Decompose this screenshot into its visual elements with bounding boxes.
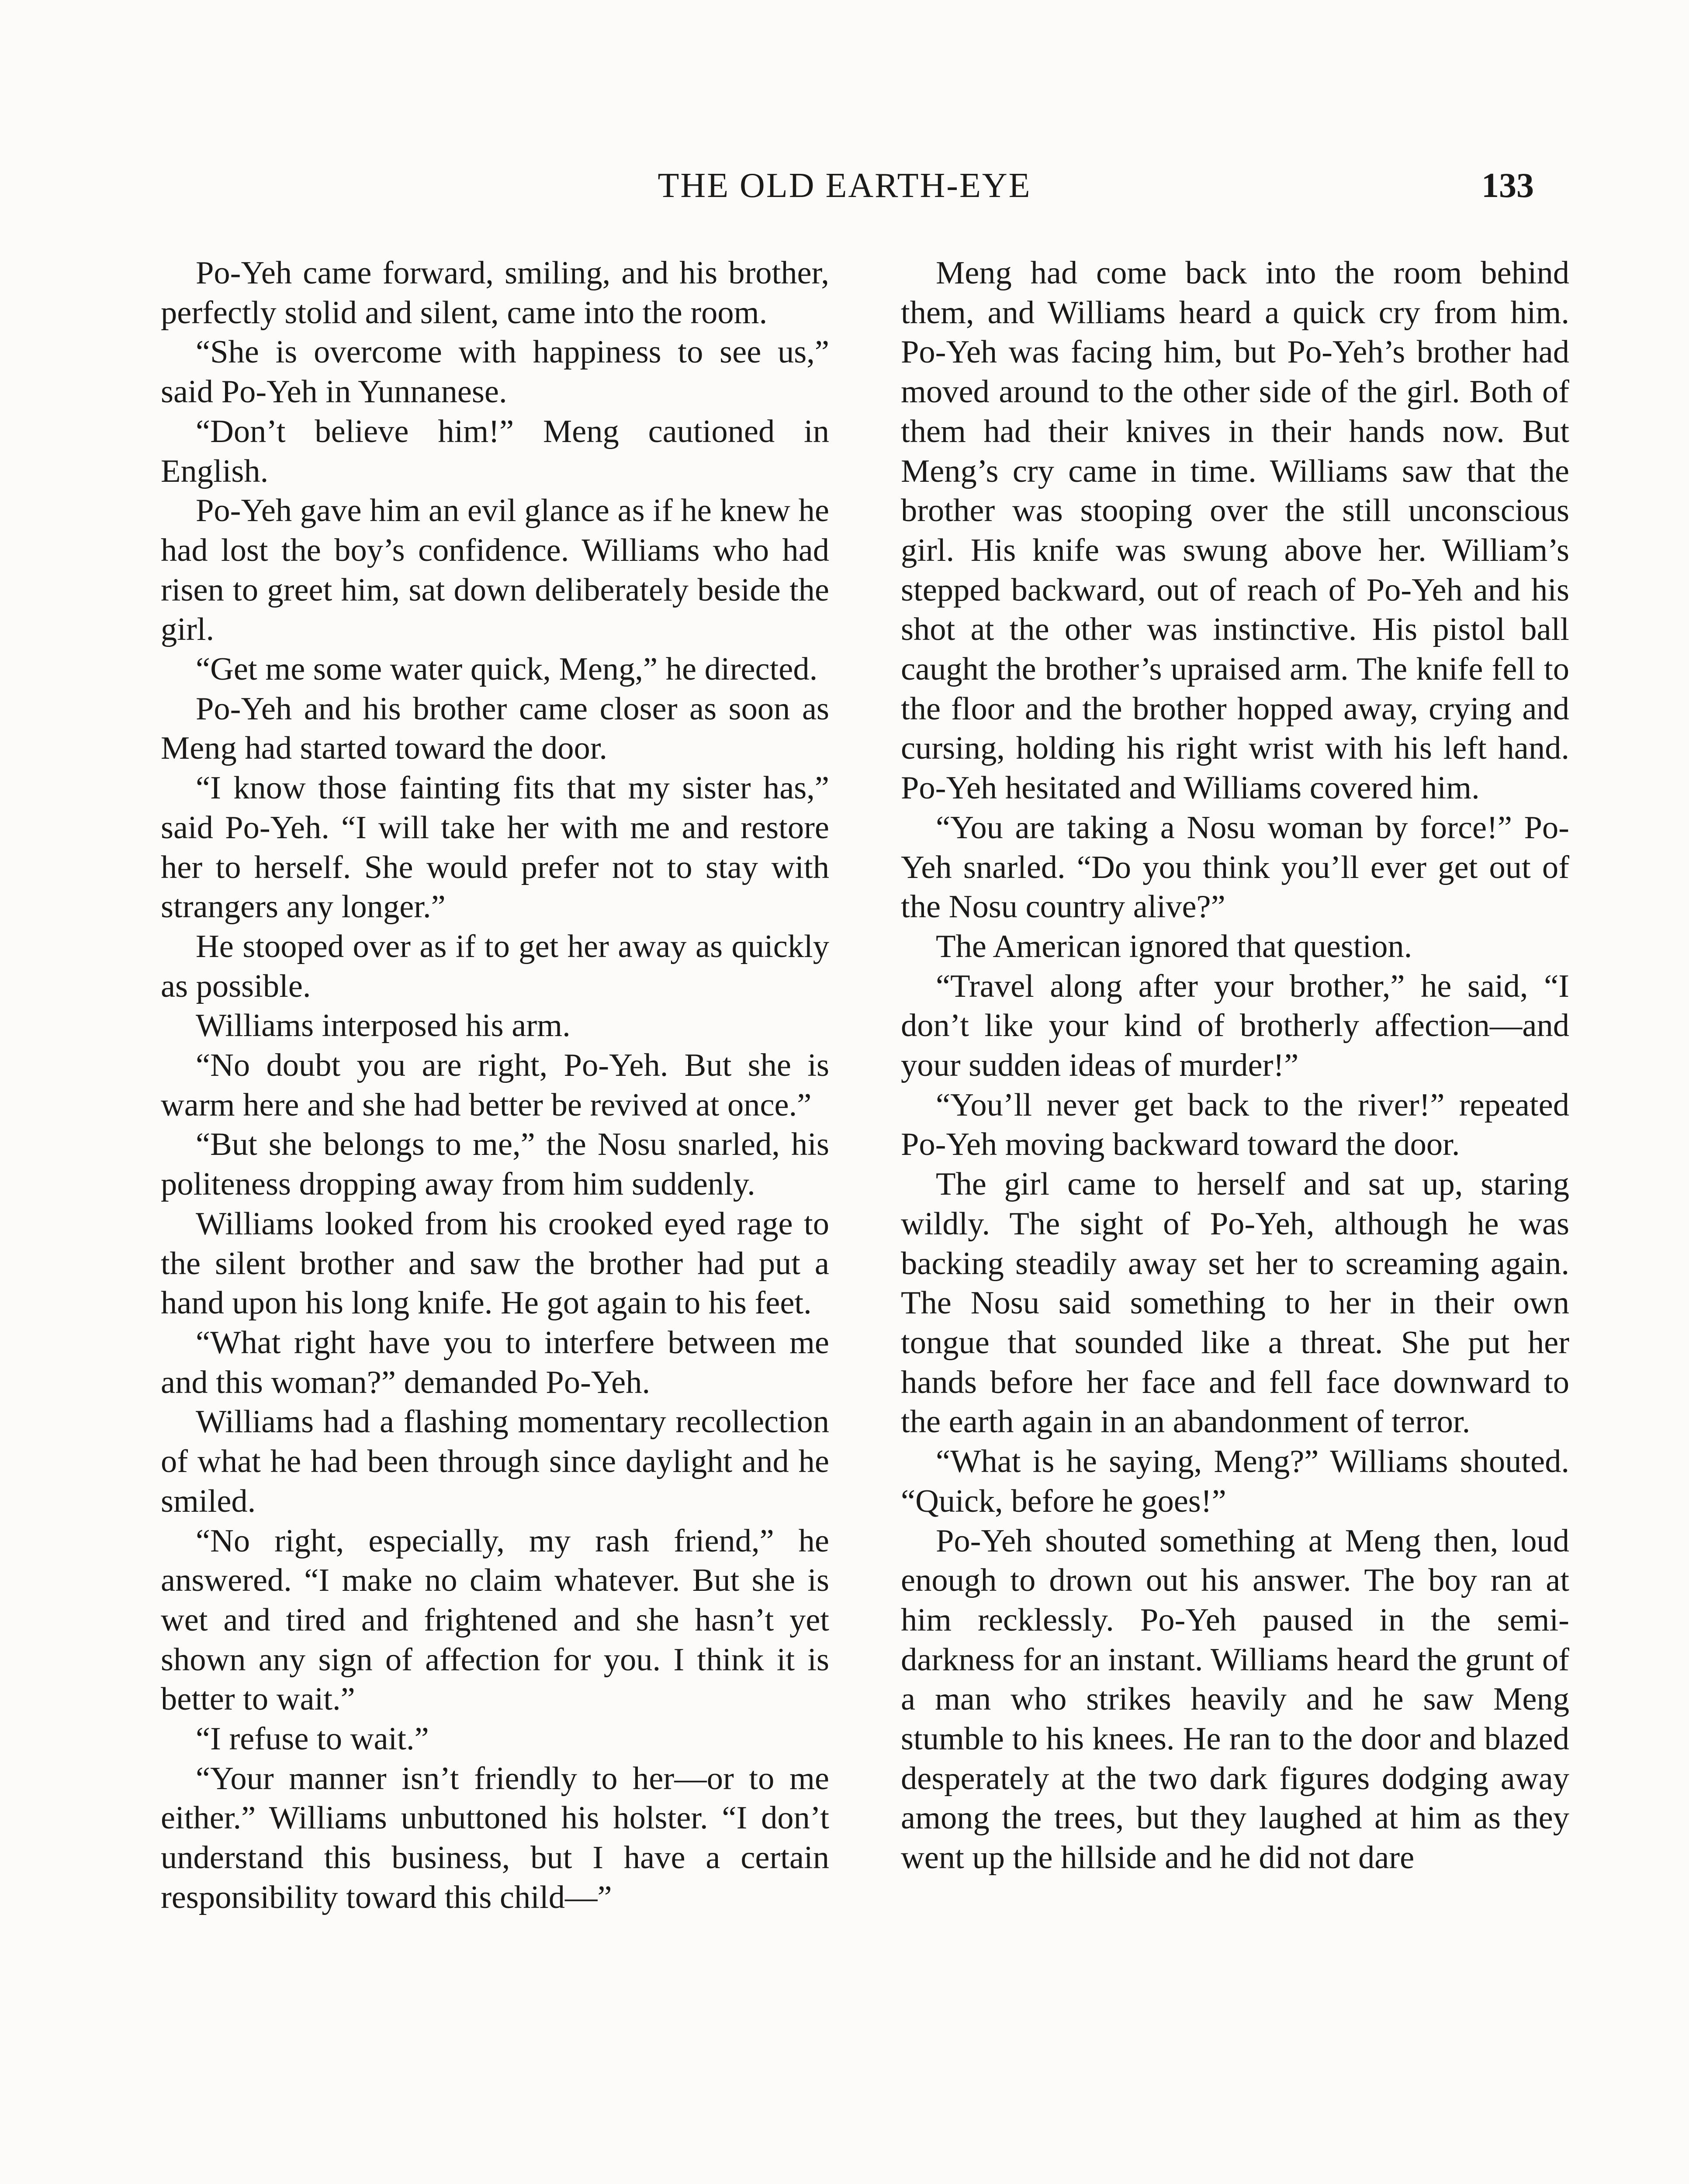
paragraph: “You’ll never get back to the river!” repeated Po-Yeh moving backward toward the door.: [901, 1087, 1569, 1163]
running-title: THE OLD EARTH-EYE: [658, 166, 1031, 205]
paragraph: Williams looked from his crooked eyed rage to the silent brother and saw the brother had put a hand upon his long knife. He got again to his feet.: [161, 1206, 829, 1321]
paragraph: “I know those fainting fits that my sister has,” said Po-Yeh. “I will take her with me and restore her to herself. She would prefer not to stay with strangers any longer.”: [161, 770, 829, 925]
paragraph: Williams had a flashing momentary recollection of what he had been through since daylight and he smiled.: [161, 1404, 829, 1519]
left-column: [161, 253, 829, 1918]
paragraph: “Don’t believe him!” Meng cautioned in English.: [161, 413, 829, 489]
paragraph: Po-Yeh came forward, smiling, and his brother, perfectly stolid and silent, came into the room.: [161, 255, 829, 331]
paragraph: “I refuse to wait.”: [196, 1721, 429, 1757]
paragraph: “No doubt you are right, Po-Yeh. But she is warm here and she had better be revived at once.”: [161, 1047, 829, 1123]
paragraph: The American ignored that question.: [936, 928, 1412, 964]
right-column: [901, 253, 1569, 1878]
paragraph: He stooped over as if to get her away as quickly as possible.: [161, 928, 829, 1004]
page-number: 133: [1481, 166, 1534, 205]
running-head: [0, 162, 1689, 210]
paragraph: “What is he saying, Meng?” Williams shouted. “Quick, before he goes!”: [901, 1444, 1569, 1519]
paragraph: Po-Yeh and his brother came closer as soon as Meng had started toward the door.: [161, 691, 829, 767]
paragraph: Po-Yeh gave him an evil glance as if he knew he had lost the boy’s confidence. Williams who had risen to greet him, sat down deliberately beside the girl.: [161, 493, 829, 648]
paragraph: “Travel along after your brother,” he said, “I don’t like your kind of brotherly affection—and your sudden ideas of murder!”: [901, 968, 1569, 1084]
paragraph: “She is overcome with happiness to see us,” said Po-Yeh in Yunnanese.: [161, 334, 829, 410]
paragraph: Williams interposed his arm.: [196, 1008, 571, 1044]
paragraph: “Get me some water quick, Meng,” he directed.: [196, 651, 818, 688]
paragraph: “You are taking a Nosu woman by force!” Po-Yeh snarled. “Do you think you’ll ever get out of the Nosu country alive?”: [901, 809, 1569, 925]
paragraph: “What right have you to interfere between me and this woman?” demanded Po-Yeh.: [161, 1324, 829, 1400]
paragraph: “Your manner isn’t friendly to her—or to me either.” Williams unbuttoned his holster. “I don’t understand this business, but I have a certain responsibility toward this child—”: [161, 1760, 829, 1915]
paragraph: “But she belongs to me,” the Nosu snarled, his politeness dropping away from him suddenly.: [161, 1127, 829, 1203]
paragraph: Meng had come back into the room behind them, and Williams heard a quick cry from him. Po-Yeh was facing him, but Po-Yeh’s brother had moved around to the other side of the girl. Both of them had their knives in their hands now. But Meng’s cry came in time. Williams saw that the brother was stooping over the still unconscious girl. His knife was swung above her. William’s stepped backward, out of reach of Po-Yeh and his shot at the other was instinctive. His pistol ball caught the brother’s upraised arm. The knife fell to the floor and the brother hopped away, crying and cursing, holding his right wrist with his left hand. Po-Yeh hesitated and Williams covered him.: [901, 255, 1569, 806]
paragraph: Po-Yeh shouted something at Meng then, loud enough to drown out his answer. The boy ran at him recklessly. Po-Yeh paused in the semi-darkness for an instant. Williams heard the grunt of a man who strikes heavily and he saw Meng stumble to his knees. He ran to the door and blazed desperately at the two dark figures dodging away among the trees, but they laughed at him as they went up the hillside and he did not dare: [901, 1523, 1569, 1876]
paragraph: The girl came to herself and sat up, staring wildly. The sight of Po-Yeh, although he was backing steadily away set her to screaming again. The Nosu said something to her in their own tongue that sounded like a threat. She put her hands before her face and fell face downward to the earth again in an abandonment of terror.: [901, 1166, 1569, 1440]
paragraph: “No right, especially, my rash friend,” he answered. “I make no claim whatever. But she is wet and tired and frightened and she hasn’t yet shown any sign of affection for you. I think it is better to wait.”: [161, 1523, 829, 1717]
